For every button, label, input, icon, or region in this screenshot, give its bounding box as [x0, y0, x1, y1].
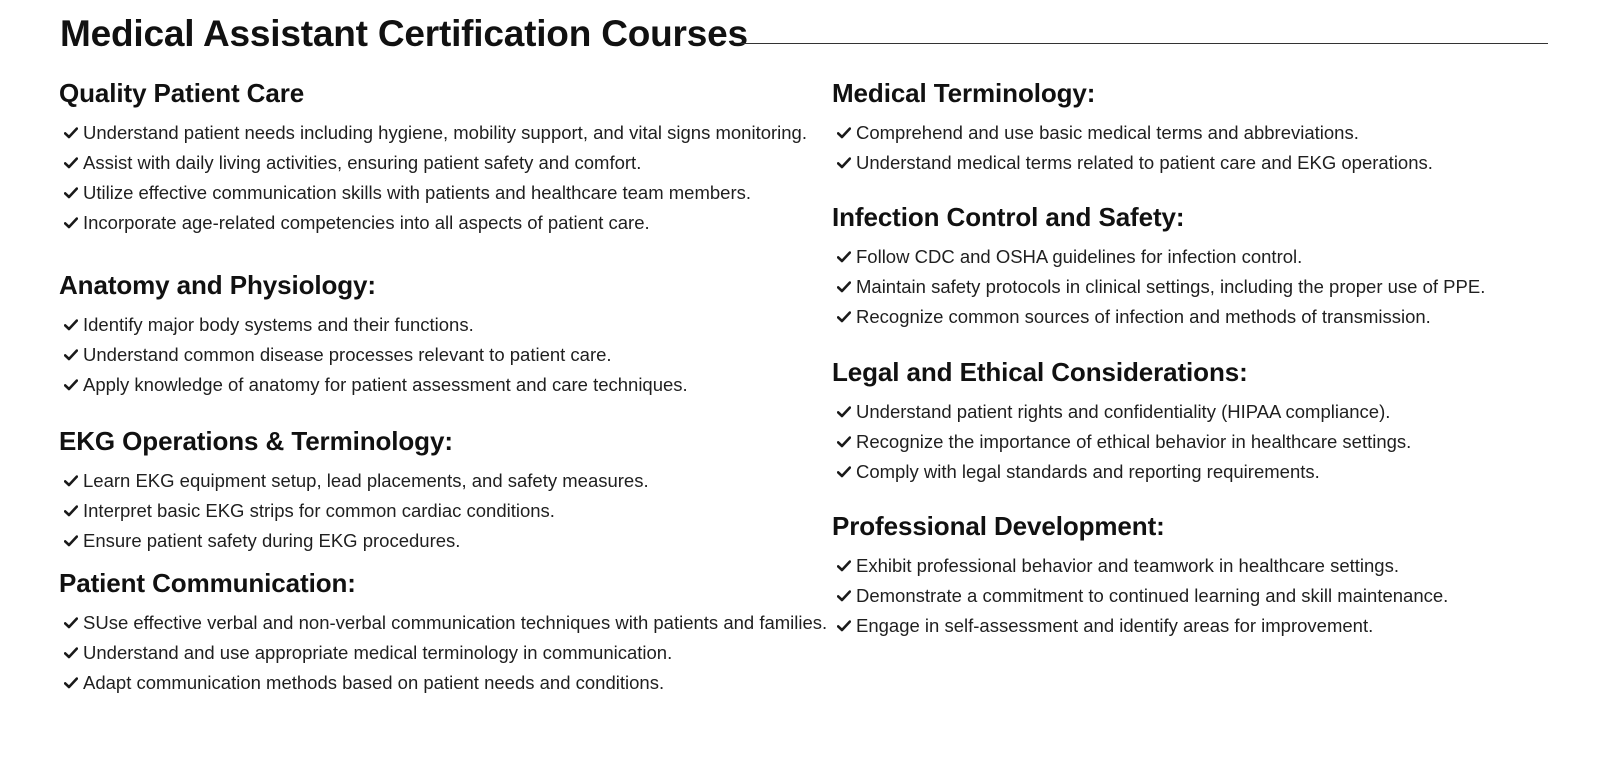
checklist: [59, 310, 819, 400]
list-item: [59, 608, 828, 638]
checkmark-icon: [59, 187, 83, 199]
list-item-text: Understand patient rights and confidentiality (HIPAA compliance).: [856, 401, 1391, 422]
list-item: [59, 668, 819, 698]
page-header: [60, 10, 1548, 58]
list-item-text: Utilize effective communication skills with patients and healthcare team members.: [83, 182, 752, 203]
list-item-text: Ensure patient safety during EKG procedures.: [83, 530, 461, 551]
list-item: [832, 272, 1572, 302]
list-item: [832, 148, 1572, 178]
list-item: [59, 208, 819, 238]
checkmark-icon: [59, 647, 83, 659]
list-item: [59, 178, 819, 208]
list-item: [59, 496, 819, 526]
section-patient-communication: [59, 564, 828, 698]
checklist: [59, 118, 819, 238]
checkmark-icon: [59, 157, 83, 169]
right-column: [832, 74, 1572, 641]
list-item-text: Adapt communication methods based on patient needs and conditions.: [83, 672, 665, 693]
checklist: [832, 551, 1572, 641]
list-item-text: Follow CDC and OSHA guidelines for infection control.: [856, 246, 1303, 267]
checkmark-icon: [832, 560, 856, 572]
checkmark-icon: [832, 281, 856, 293]
list-item-text: Understand and use appropriate medical terminology in communication.: [83, 642, 673, 663]
list-item-text: Apply knowledge of anatomy for patient assessment and care techniques.: [83, 374, 688, 395]
list-item-text: Understand common disease processes relevant to patient care.: [83, 344, 612, 365]
list-item: [59, 340, 819, 370]
list-item: [832, 611, 1572, 641]
section-anatomy-and-physiology: [59, 266, 819, 400]
list-item: [59, 638, 819, 668]
list-item: [59, 526, 819, 556]
list-item-text: Exhibit professional behavior and teamwork in healthcare settings.: [856, 555, 1399, 576]
checkmark-icon: [832, 590, 856, 602]
list-item-text: Recognize common sources of infection and methods of transmission.: [856, 306, 1431, 327]
list-item-text: Comply with legal standards and reporting requirements.: [856, 461, 1320, 482]
checkmark-icon: [59, 349, 83, 361]
checkmark-icon: [59, 319, 83, 331]
list-item: [832, 581, 1572, 611]
checkmark-icon: [59, 677, 83, 689]
section-infection-control-and-safety: [832, 198, 1572, 332]
list-item-text: Assist with daily living activities, ensuring patient safety and comfort.: [83, 152, 642, 173]
section-title: EKG Operations & Terminology:: [59, 426, 453, 456]
section-professional-development: [832, 507, 1572, 641]
list-item: [832, 118, 1572, 148]
list-item: [832, 427, 1572, 457]
checkmark-icon: [59, 535, 83, 547]
checklist: [832, 118, 1572, 178]
section-legal-and-ethical-considerations: [832, 353, 1572, 487]
checkmark-icon: [59, 379, 83, 391]
checkmark-icon: [832, 620, 856, 632]
list-item: [832, 551, 1572, 581]
section-title: Patient Communication:: [59, 568, 356, 598]
list-item-text: Demonstrate a commitment to continued learning and skill maintenance.: [856, 585, 1449, 606]
checkmark-icon: [59, 505, 83, 517]
checkmark-icon: [832, 311, 856, 323]
checklist: [59, 466, 819, 556]
checkmark-icon: [832, 436, 856, 448]
checkmark-icon: [832, 251, 856, 263]
checkmark-icon: [832, 127, 856, 139]
list-item-text: Interpret basic EKG strips for common cardiac conditions.: [83, 500, 555, 521]
list-item-text: Recognize the importance of ethical behavior in healthcare settings.: [856, 431, 1412, 452]
list-item: [59, 370, 819, 400]
checklist: [832, 242, 1572, 332]
list-item: [832, 242, 1572, 272]
checkmark-icon: [832, 157, 856, 169]
checkmark-icon: [59, 127, 83, 139]
checkmark-icon: [59, 617, 83, 629]
list-item-text: Learn EKG equipment setup, lead placements, and safety measures.: [83, 470, 649, 491]
list-item-text: Comprehend and use basic medical terms and abbreviations.: [856, 122, 1359, 143]
section-title: Medical Terminology:: [832, 78, 1096, 108]
list-item-text: Incorporate age-related competencies into all aspects of patient care.: [83, 212, 650, 233]
list-item-text: Understand patient needs including hygiene, mobility support, and vital signs monitoring.: [83, 122, 807, 143]
title-divider: [741, 43, 1548, 44]
checkmark-icon: [59, 475, 83, 487]
section-medical-terminology: [832, 74, 1572, 178]
list-item-text: Understand medical terms related to patient care and EKG operations.: [856, 152, 1433, 173]
list-item-text: Identify major body systems and their functions.: [83, 314, 474, 335]
section-quality-patient-care: [59, 74, 819, 238]
section-title: Infection Control and Safety:: [832, 202, 1185, 232]
checkmark-icon: [59, 217, 83, 229]
list-item: [59, 310, 819, 340]
list-item-text: SUse effective verbal and non-verbal communication techniques with patients and families.: [83, 612, 828, 633]
page-title: Medical Assistant Certification Courses: [60, 13, 748, 54]
list-item-text: Engage in self-assessment and identify areas for improvement.: [856, 615, 1374, 636]
list-item: [59, 148, 819, 178]
section-title: Quality Patient Care: [59, 78, 305, 108]
section-ekg-operations-terminology: [59, 422, 819, 556]
checklist: [59, 608, 828, 698]
list-item: [832, 457, 1572, 487]
list-item-text: Maintain safety protocols in clinical settings, including the proper use of PPE.: [856, 276, 1486, 297]
list-item: [832, 397, 1572, 427]
list-item: [832, 302, 1572, 332]
section-title: Anatomy and Physiology:: [59, 270, 376, 300]
section-title: Professional Development:: [832, 511, 1165, 541]
checkmark-icon: [832, 466, 856, 478]
left-column: [59, 74, 828, 698]
list-item: [59, 466, 819, 496]
checkmark-icon: [832, 406, 856, 418]
checklist: [832, 397, 1572, 487]
section-title: Legal and Ethical Considerations:: [832, 357, 1248, 387]
list-item: [59, 118, 819, 148]
